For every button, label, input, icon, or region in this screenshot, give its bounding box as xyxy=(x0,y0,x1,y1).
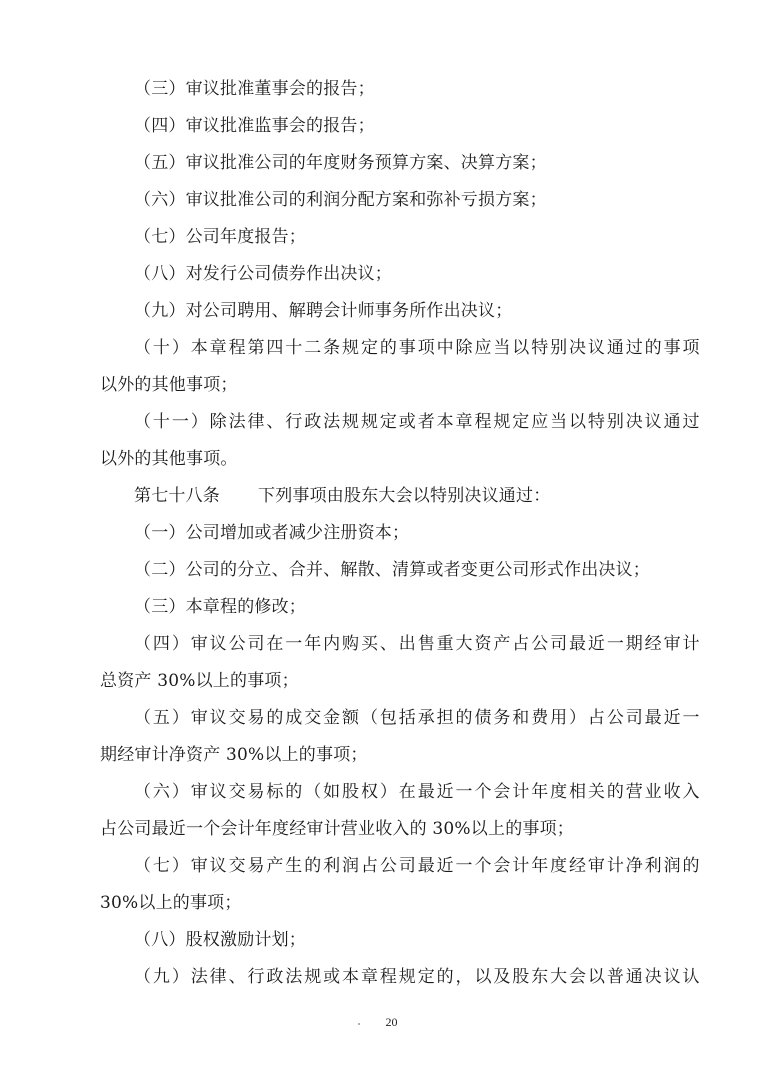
special-item-6-line-2: 占公司最近一个会计年度经审计营业收入的 30%以上的事项； xyxy=(100,819,574,839)
item-11-line-2: 以外的其他事项。 xyxy=(100,449,238,469)
special-item-7-line-1: （七）审议交易产生的利润占公司最近一个会计年度经审计净利润的 xyxy=(134,856,700,876)
special-item-4-line-2: 总资产 30%以上的事项； xyxy=(100,671,299,691)
item-6-approve-profit-distribution: （六）审议批准公司的利润分配方案和弥补亏损方案； xyxy=(134,190,547,210)
special-item-5-line-1: （五）审议交易的成交金额（包括承担的债务和费用）占公司最近一 xyxy=(134,708,700,728)
special-item-2: （二）公司的分立、合并、解散、清算或者变更公司形式作出决议； xyxy=(134,560,650,580)
special-item-6-line-1: （六）审议交易标的（如股权）在最近一个会计年度相关的营业收入 xyxy=(134,782,700,802)
article-number: 第七十八条 xyxy=(134,486,220,506)
item-4-approve-supervisory-report: （四）审议批准监事会的报告； xyxy=(134,116,375,136)
item-10-line-2: 以外的其他事项； xyxy=(100,375,238,395)
item-11-line-1: （十一）除法律、行政法规规定或者本章程规定应当以特别决议通过 xyxy=(134,412,700,432)
special-item-7-line-2: 30%以上的事项； xyxy=(100,893,242,913)
special-item-3: （三）本章程的修改； xyxy=(134,597,306,617)
item-3-approve-board-report: （三）审议批准董事会的报告； xyxy=(134,79,375,99)
item-8-bond-issuance: （八）对发行公司债券作出决议； xyxy=(134,264,392,284)
item-10-line-1: （十）本章程第四十二条规定的事项中除应当以特别决议通过的事项 xyxy=(134,338,700,358)
special-item-9-line-1: （九）法律、行政法规或本章程规定的，以及股东大会以普通决议认 xyxy=(134,967,700,987)
special-item-5-line-2: 期经审计净资产 30%以上的事项； xyxy=(100,745,368,765)
special-item-8: （八）股权激励计划； xyxy=(134,930,306,950)
item-9-accounting-firm: （九）对公司聘用、解聘会计师事务所作出决议； xyxy=(134,301,513,321)
article-78-heading xyxy=(134,485,700,507)
item-5-approve-budget: （五）审议批准公司的年度财务预算方案、决算方案； xyxy=(134,153,547,173)
special-item-4-line-1: （四）审议公司在一年内购买、出售重大资产占公司最近一期经审计 xyxy=(134,634,700,654)
page-number: 20 xyxy=(385,1015,398,1029)
article-text: 下列事项由股东大会以特别决议通过： xyxy=(258,486,551,506)
item-7-annual-report: （七）公司年度报告； xyxy=(134,227,306,247)
special-item-1: （一）公司增加或者减少注册资本； xyxy=(134,523,410,543)
